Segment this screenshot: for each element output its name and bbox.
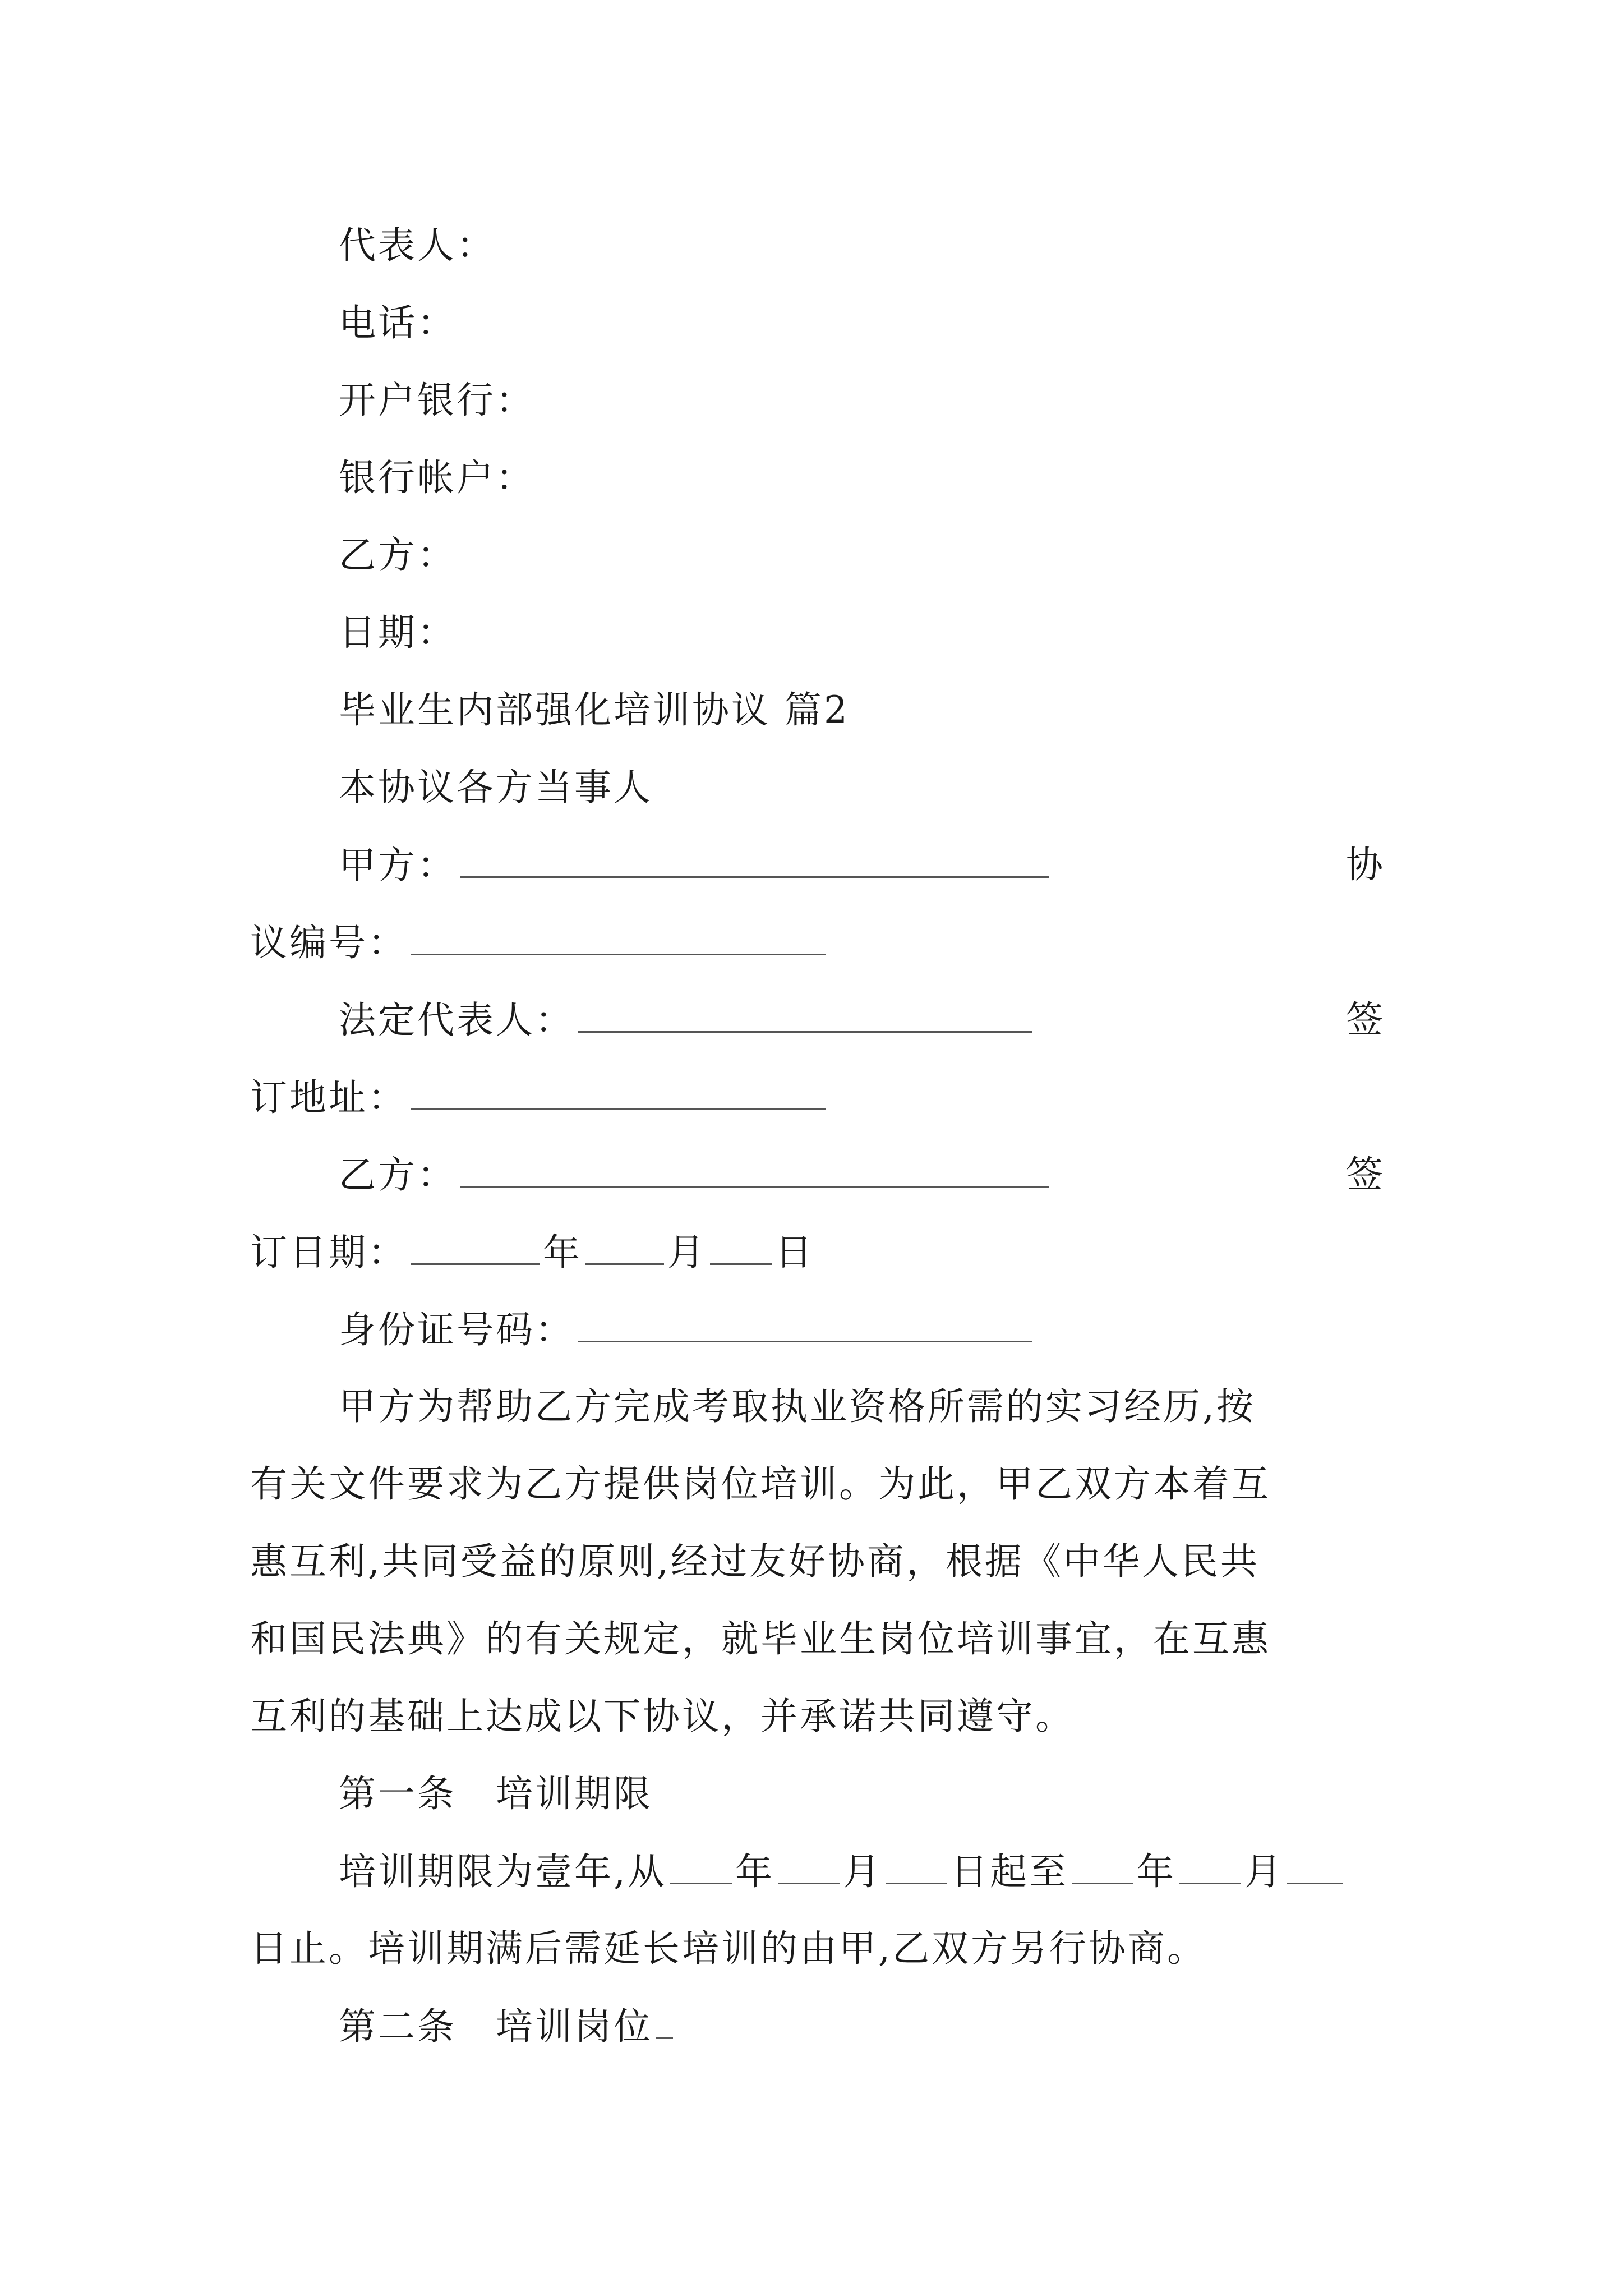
article-2-title-text: 第二条 培训岗位 — [339, 2005, 653, 2048]
intro-line-3: 惠互利,共同受益的原则,经过友好协商，根据《中华人民共 — [250, 1540, 1260, 1583]
from-year-blank — [670, 1849, 732, 1884]
to-day-blank — [1287, 1849, 1343, 1884]
sign-place-label: 订地址： — [250, 1076, 407, 1119]
legal-rep-blank — [578, 997, 1032, 1033]
sign-date-right-char: 签 — [1346, 1153, 1383, 1196]
article-1-line-2: 日止。培训期满后需延长培训的由甲,乙双方另行协商。 — [250, 1927, 1206, 1970]
party-a-blank — [460, 843, 1049, 878]
sign-date-label: 订日期： — [250, 1231, 407, 1274]
from-year-label: 年 — [735, 1850, 774, 1893]
article-1-lead: 培训期限为壹年,从 — [339, 1850, 667, 1893]
from-day-blank — [886, 1849, 947, 1884]
sign-month-label: 月 — [667, 1231, 707, 1274]
legal-rep-field — [339, 997, 1035, 1043]
bank-line: 开户银行： — [339, 379, 535, 422]
intro-line-1: 甲方为帮助乙方完成考取执业资格所需的实习经历,按 — [339, 1385, 1256, 1428]
agreement-no-blank — [411, 920, 826, 955]
sign-date-field — [250, 1230, 814, 1275]
party-b-line: 乙方： — [339, 533, 457, 577]
agreement-no-right-char: 协 — [1346, 843, 1383, 886]
to-month-label: 月 — [1244, 1850, 1284, 1893]
sign-place-blank — [411, 1075, 826, 1110]
party-a-label: 甲方： — [339, 844, 457, 887]
date-line: 日期： — [339, 611, 457, 654]
representative-line: 代表人： — [339, 224, 496, 267]
section-title: 毕业生内部强化培训协议 篇2 — [339, 688, 850, 731]
intro-line-4: 和国民法典》的有关规定，就毕业生岗位培训事宜，在互惠 — [250, 1617, 1271, 1660]
to-year-label: 年 — [1136, 1850, 1176, 1893]
legal-rep-label: 法定代表人： — [339, 999, 574, 1042]
article-2-trailing-blank — [656, 2004, 673, 2039]
sign-day-label: 日 — [775, 1231, 814, 1274]
party-a-field — [339, 843, 1052, 888]
article-1-line-1 — [339, 1849, 1347, 1894]
to-year-blank — [1072, 1849, 1133, 1884]
sign-year-blank — [411, 1230, 540, 1265]
bank-account-line: 银行帐户： — [339, 456, 535, 499]
article-1-title: 第一条 培训期限 — [339, 1772, 653, 1815]
intro-line-5: 互利的基础上达成以下协议，并承诺共同遵守。 — [250, 1695, 1075, 1738]
sign-day-blank — [710, 1230, 772, 1265]
sign-place-field — [250, 1075, 829, 1120]
id-number-label: 身份证号码： — [339, 1308, 574, 1351]
sign-place-right-char: 签 — [1346, 998, 1383, 1041]
agreement-no-label: 议编号： — [250, 921, 407, 964]
id-number-field — [339, 1307, 1035, 1352]
party-b-field — [339, 1152, 1052, 1198]
to-month-blank — [1179, 1849, 1241, 1884]
party-b-blank — [460, 1152, 1049, 1188]
id-number-blank — [578, 1307, 1032, 1342]
from-month-label: 月 — [842, 1850, 882, 1893]
parties-heading: 本协议各方当事人 — [339, 766, 653, 809]
from-month-blank — [778, 1849, 840, 1884]
article-2-title — [339, 2004, 676, 2049]
agreement-no-field — [250, 920, 829, 965]
sign-month-blank — [585, 1230, 664, 1265]
sign-year-label: 年 — [543, 1231, 582, 1274]
party-b-label: 乙方： — [339, 1153, 457, 1197]
intro-line-2: 有关文件要求为乙方提供岗位培训。为此，甲乙双方本着互 — [250, 1462, 1271, 1506]
phone-line: 电话： — [339, 301, 457, 344]
from-day-label: 日起至 — [950, 1850, 1068, 1893]
